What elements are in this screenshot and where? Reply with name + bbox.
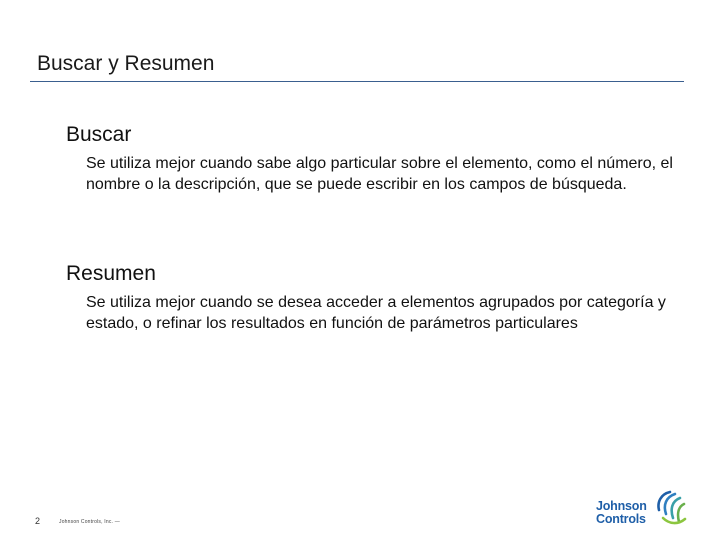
johnson-controls-logo bbox=[596, 488, 690, 532]
copyright-text: Johnson Controls, Inc. — bbox=[59, 519, 120, 525]
logo-swirl-icon bbox=[651, 488, 689, 528]
section-body-buscar: Se utiliza mejor cuando sabe algo particular sobre el elemento, como el número, el nombre o la descripción, que se puede escribir en los campos de búsqueda. bbox=[86, 155, 673, 193]
logo-line-2: Controls bbox=[596, 512, 646, 526]
section-buscar bbox=[66, 123, 686, 195]
slide-title: Buscar y Resumen bbox=[37, 52, 215, 75]
logo-line-1: Johnson bbox=[596, 499, 647, 513]
title-divider bbox=[30, 81, 684, 82]
section-resumen bbox=[66, 262, 686, 334]
section-body-resumen: Se utiliza mejor cuando se desea acceder a elementos agrupados por categoría y estado, o refinar los resultados en función de parámetros particulares bbox=[86, 294, 666, 332]
section-heading-buscar: Buscar bbox=[66, 123, 132, 146]
section-heading-resumen: Resumen bbox=[66, 262, 156, 285]
page-number: 2 bbox=[35, 516, 41, 526]
logo-wordmark bbox=[596, 500, 647, 526]
